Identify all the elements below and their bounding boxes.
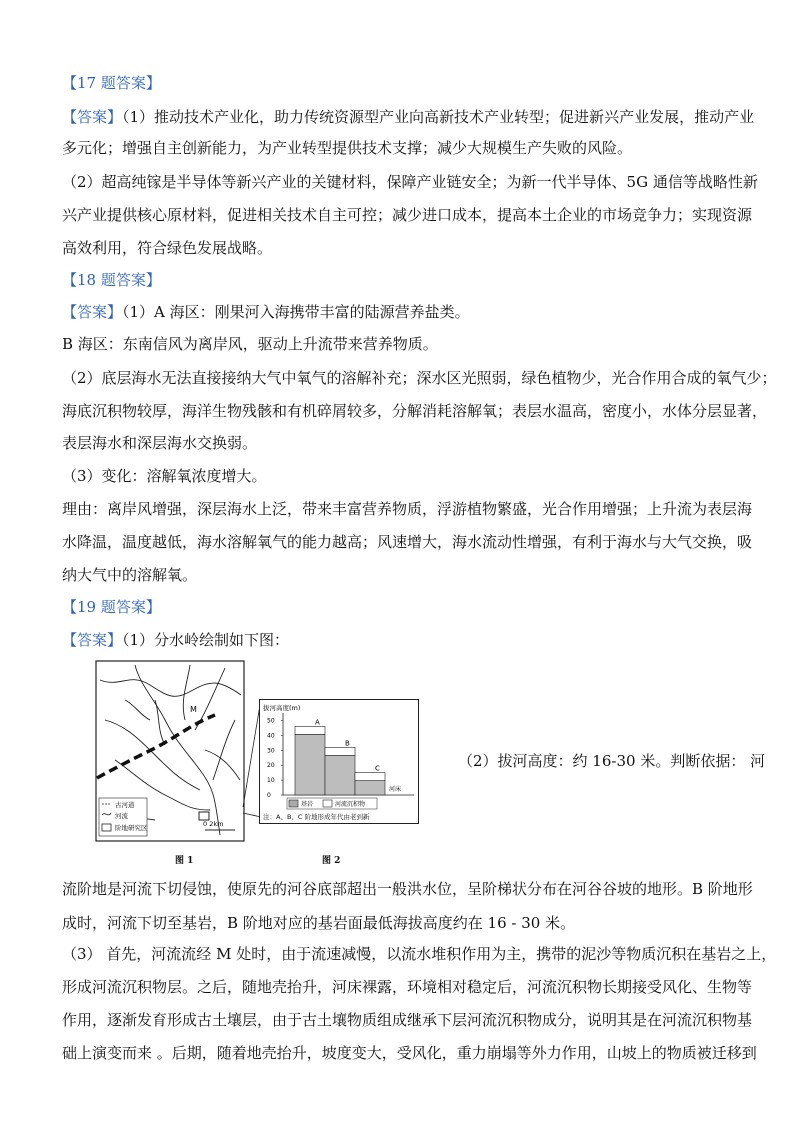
terrace-bedrock-A bbox=[295, 734, 325, 795]
y-tick-label: 40 bbox=[267, 732, 275, 740]
q17-heading: 【17 题答案】 bbox=[62, 74, 161, 92]
q18-line-6: （3）变化：溶解氧浓度增大。 bbox=[62, 467, 267, 485]
q18-line-5: 表层海水和深层海水交换弱。 bbox=[62, 434, 258, 452]
terrace-label-A: A bbox=[315, 718, 320, 727]
research-area-box bbox=[199, 812, 209, 820]
q19-heading: 【19 题答案】 bbox=[62, 598, 161, 616]
q19-line-3: 成时，河流下切至基岩，B 阶地对应的基岩面最低海拔高度约在 16 - 30 米。 bbox=[62, 914, 576, 932]
legend-research-area: 阶地研究区 bbox=[115, 824, 148, 832]
figure-2-caption: 图 2 bbox=[322, 856, 341, 866]
q17-line-5: 高效利用，符合绿色发展战略。 bbox=[62, 239, 273, 257]
q17-line-2: 多元化；增强自主创新能力，为产业转型提供技术支撑；减少大规模生产失败的风险。 bbox=[62, 139, 633, 157]
q19-line-5: 形成河流沉积物层。之后，随地壳抬升，河床裸露，环境相对稳定后，河流沉积物长期接受风化、生物等 bbox=[62, 978, 753, 996]
q19-line-6: 作用，逐渐发育形成古土壤层，由于古土壤物质组成继承下层河流沉积物成分，说明其是在河流沉积物基 bbox=[62, 1011, 753, 1029]
q19-line-7: 础上演变而来 。后期，随着地壳抬升，坡度变大，受风化，重力崩塌等外力作用，山坡上的物质被迁移到 bbox=[62, 1044, 757, 1062]
q17-line-3: （2）超高纯镓是半导体等新兴产业的关键材料，保障产业链安全；为新一代半导体、5G 通信等战略性新 bbox=[62, 173, 758, 191]
y-tick-label: 0 bbox=[267, 792, 271, 799]
q19-line-2: 流阶地是河流下切侵蚀，使原先的河谷底部超出一般洪水位，呈阶梯状分布在河谷谷坡的地形。B 阶地形 bbox=[62, 880, 753, 898]
terrace-sediment-C bbox=[355, 773, 385, 781]
terrace-bedrock-B bbox=[325, 755, 355, 795]
y-tick-label: 50 bbox=[267, 717, 275, 725]
legend-sediment: 河流沉积物 bbox=[335, 801, 366, 808]
q18-line-3: （2）底层海水无法直接接纳大气中氧气的溶解补充；深水区光照弱，绿色植物少，光合作用合成的氧气少； bbox=[62, 369, 777, 387]
terrace-sediment-B bbox=[325, 747, 355, 755]
q18-line-4: 海底沉积物较厚，海洋生物残骸和有机碎屑较多，分解消耗溶解氧；表层水温高，密度小，水体分层显著， bbox=[62, 402, 768, 420]
q17-line-1: 【答案】（1）推动技术产业化，助力传统资源型产业向高新技术产业转型；促进新兴产业发展，推动产业 bbox=[62, 108, 755, 126]
legend-bedrock: 基岩 bbox=[301, 801, 314, 808]
map-label-m: M bbox=[190, 705, 197, 714]
terrace-bedrock-C bbox=[355, 781, 385, 795]
chart-note: 注：A、B、C 阶地形成年代由老到新 bbox=[263, 813, 370, 821]
figure-1-map bbox=[95, 660, 245, 842]
terrace-sediment-A bbox=[295, 726, 325, 734]
q19-side-text: （2）拔河高度：约 16-30 米。判断依据： 河 bbox=[458, 752, 766, 770]
terrace-label-B: B bbox=[345, 739, 350, 748]
chart-ylabel: 拔河高度(m) bbox=[263, 704, 301, 712]
q18-line-7: 理由：离岸风增强，深层海水上泛，带来丰富营养物质，浮游植物繁盛，光合作用增强；上升流为表层海 bbox=[62, 500, 753, 518]
q18-line-2: B 海区：东南信风为离岸风，驱动上升流带来营养物质。 bbox=[62, 335, 438, 353]
y-tick-label: 10 bbox=[267, 777, 275, 785]
figure-1-caption: 图 1 bbox=[175, 856, 194, 866]
terrace-label-C: C bbox=[375, 764, 380, 773]
legend-river: 河流 bbox=[115, 812, 128, 820]
q18-line-1: 【答案】（1）A 海区：刚果河入海携带丰富的陆源营养盐类。 bbox=[62, 303, 470, 321]
q19-line-4: （3） 首先，河流流经 M 处时，由于流速减慢，以流水堆积作用为主，携带的泥沙等物质沉积在基岩之上， bbox=[62, 945, 777, 963]
answer-tag: 【答案】 bbox=[62, 303, 123, 321]
y-tick-label: 20 bbox=[267, 762, 275, 770]
scale-bar: 0 2km bbox=[203, 820, 224, 828]
q18-line-8: 水降温，温度越低，海水溶解氧气的能力越高；风速增大，海水流动性增强，有利于海水与大气交换，吸 bbox=[62, 533, 753, 551]
answer-tag: 【答案】 bbox=[62, 108, 123, 126]
y-tick-label: 30 bbox=[267, 747, 275, 755]
legend-sediment-swatch bbox=[323, 800, 332, 807]
legend-bedrock-swatch bbox=[289, 800, 298, 807]
q18-line-9: 纳大气中的溶解氧。 bbox=[62, 566, 198, 584]
river-bed-label: 河床 bbox=[389, 786, 402, 793]
q19-line-1: 【答案】（1）分水岭绘制如下图： bbox=[62, 631, 290, 649]
q18-heading: 【18 题答案】 bbox=[62, 271, 161, 289]
figure-2-chart bbox=[259, 699, 419, 821]
legend-old-channel: 古河道 bbox=[115, 801, 135, 809]
answer-tag: 【答案】 bbox=[62, 631, 123, 649]
q17-line-4: 兴产业提供核心原材料，促进相关技术自主可控；减少进口成本，提高本土企业的市场竞争力；实现资源 bbox=[62, 206, 753, 224]
